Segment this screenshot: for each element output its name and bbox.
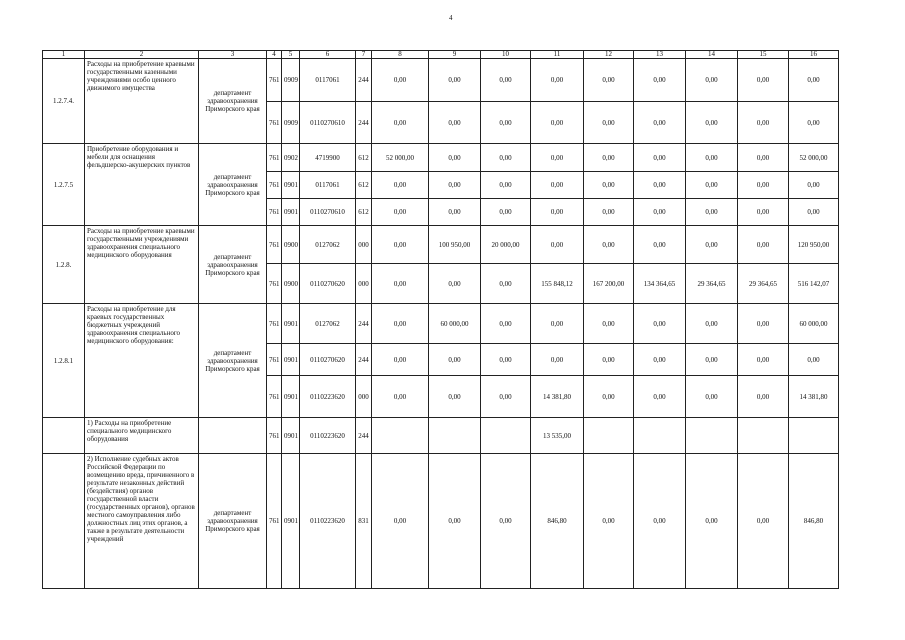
item-code: 1.2.8.1 [43,304,85,418]
amount-cell: 0,00 [738,454,789,589]
amount-cell: 0,00 [531,59,584,102]
column-number: 10 [481,51,531,59]
amount-cell: 0,00 [584,144,634,172]
item-name: 1) Расходы на приобретение специального медицинского оборудования [85,418,199,454]
target-code: 0110270620 [300,344,356,376]
amount-cell: 0,00 [686,376,738,418]
amount-cell: 0,00 [686,102,738,144]
amount-cell: 20 000,00 [481,226,531,264]
amount-cell: 0,00 [634,172,686,199]
amount-cell: 134 364,65 [634,264,686,304]
amount-cell: 14 381,80 [789,376,839,418]
amount-cell: 0,00 [634,344,686,376]
item-code [43,454,85,589]
ministry-code: 761 [267,304,282,344]
expense-type-code: 831 [356,454,372,589]
section-code: 0909 [282,59,300,102]
amount-cell: 0,00 [584,304,634,344]
amount-cell: 0,00 [634,304,686,344]
target-code: 0110223620 [300,376,356,418]
ministry-code: 761 [267,172,282,199]
amount-cell: 0,00 [429,172,481,199]
amount-cell: 60 000,00 [789,304,839,344]
department-name: департамент здравоохранения Приморского края [199,59,267,144]
amount-cell: 0,00 [738,144,789,172]
amount-cell: 0,00 [481,454,531,589]
item-name: Расходы на приобретение для краевых государственных бюджетных учреждений здравоохранения специального медицинского оборудования: [85,304,199,418]
ministry-code: 761 [267,376,282,418]
amount-cell: 0,00 [372,264,429,304]
amount-cell: 0,00 [686,172,738,199]
amount-cell: 0,00 [686,454,738,589]
amount-cell: 0,00 [789,172,839,199]
amount-cell: 0,00 [429,59,481,102]
item-name: Приобретение оборудования и мебели для оснащения фельдшерско-акушерских пунктов [85,144,199,226]
column-number: 14 [686,51,738,59]
expense-type-code: 244 [356,102,372,144]
expense-type-code: 244 [356,59,372,102]
section-code: 0901 [282,199,300,226]
amount-cell: 0,00 [429,264,481,304]
column-number: 5 [282,51,300,59]
amount-cell: 0,00 [584,59,634,102]
amount-cell: 0,00 [429,454,481,589]
amount-cell: 0,00 [738,376,789,418]
section-code: 0902 [282,144,300,172]
target-code: 0110223620 [300,454,356,589]
amount-cell: 14 381,80 [531,376,584,418]
amount-cell: 0,00 [372,344,429,376]
expense-type-code: 612 [356,144,372,172]
section-code: 0901 [282,418,300,454]
amount-cell: 0,00 [481,304,531,344]
department-name: департамент здравоохранения Приморского края [199,304,267,418]
table-row [43,144,839,172]
column-number: 16 [789,51,839,59]
ministry-code: 761 [267,59,282,102]
table-row [43,226,839,264]
target-code: 0117061 [300,172,356,199]
section-code: 0901 [282,376,300,418]
amount-cell: 0,00 [531,304,584,344]
column-number: 8 [372,51,429,59]
amount-cell: 0,00 [686,304,738,344]
department-name: департамент здравоохранения Приморского края [199,454,267,589]
amount-cell: 0,00 [686,144,738,172]
amount-cell: 0,00 [738,199,789,226]
target-code: 0110270620 [300,264,356,304]
amount-cell: 52 000,00 [789,144,839,172]
amount-cell: 0,00 [738,59,789,102]
expense-type-code: 000 [356,264,372,304]
amount-cell: 0,00 [481,344,531,376]
amount-cell: 0,00 [634,199,686,226]
amount-cell: 0,00 [481,376,531,418]
amount-cell: 0,00 [481,59,531,102]
column-number: 3 [199,51,267,59]
column-number: 1 [43,51,85,59]
amount-cell: 0,00 [481,144,531,172]
column-number: 11 [531,51,584,59]
target-code: 0110270610 [300,199,356,226]
section-code: 0901 [282,454,300,589]
column-number: 9 [429,51,481,59]
amount-cell: 0,00 [429,199,481,226]
amount-cell: 0,00 [372,59,429,102]
ministry-code: 761 [267,102,282,144]
item-name: Расходы на приобретение краевыми государственными учреждениями здравоохранения специального медицинского оборудования [85,226,199,304]
amount-cell: 0,00 [531,172,584,199]
amount-cell: 0,00 [429,102,481,144]
amount-cell: 0,00 [372,226,429,264]
amount-cell: 0,00 [634,144,686,172]
amount-cell [686,418,738,454]
ministry-code: 761 [267,226,282,264]
expense-type-code: 000 [356,226,372,264]
amount-cell: 0,00 [531,344,584,376]
amount-cell: 0,00 [584,172,634,199]
target-code: 4719900 [300,144,356,172]
amount-cell: 0,00 [429,344,481,376]
column-number: 4 [267,51,282,59]
amount-cell: 52 000,00 [372,144,429,172]
amount-cell: 0,00 [429,144,481,172]
amount-cell: 0,00 [634,59,686,102]
amount-cell: 0,00 [372,172,429,199]
expense-type-code: 244 [356,418,372,454]
amount-cell: 0,00 [789,102,839,144]
amount-cell: 0,00 [429,376,481,418]
department-name: департамент здравоохранения Приморского края [199,226,267,304]
item-code [43,418,85,454]
amount-cell: 0,00 [738,344,789,376]
amount-cell: 0,00 [738,226,789,264]
column-number: 13 [634,51,686,59]
section-code: 0900 [282,226,300,264]
amount-cell: 846,80 [531,454,584,589]
amount-cell: 0,00 [738,102,789,144]
item-code: 1.2.7.4. [43,59,85,144]
item-name: 2) Исполнение судебных актов Российской Федерации по возмещению вреда, причиненного в результате незаконных действий (бездействия) органов государственной власти (государственных органов), органов местного самоуправления либо должностных лиц этих органов, а также в результате деятельности учреждений [85,454,199,589]
department-name [199,418,267,454]
item-code: 1.2.7.5 [43,144,85,226]
expense-type-code: 612 [356,172,372,199]
amount-cell: 120 950,00 [789,226,839,264]
amount-cell: 0,00 [372,376,429,418]
section-code: 0909 [282,102,300,144]
expense-type-code: 612 [356,199,372,226]
amount-cell: 0,00 [584,199,634,226]
amount-cell: 846,80 [789,454,839,589]
page-number: 4 [449,14,453,22]
amount-cell: 0,00 [372,304,429,344]
section-code: 0901 [282,172,300,199]
amount-cell: 0,00 [531,144,584,172]
table-row [43,418,839,454]
amount-cell: 0,00 [686,59,738,102]
amount-cell: 0,00 [481,172,531,199]
amount-cell: 0,00 [686,199,738,226]
section-code: 0901 [282,304,300,344]
amount-cell: 0,00 [372,454,429,589]
column-number: 12 [584,51,634,59]
amount-cell: 0,00 [789,199,839,226]
amount-cell: 0,00 [789,344,839,376]
amount-cell: 0,00 [584,226,634,264]
amount-cell: 516 142,07 [789,264,839,304]
item-code: 1.2.8. [43,226,85,304]
table-row [43,304,839,344]
amount-cell: 0,00 [531,199,584,226]
amount-cell: 0,00 [481,102,531,144]
ministry-code: 761 [267,418,282,454]
amount-cell: 0,00 [634,226,686,264]
target-code: 0110223620 [300,418,356,454]
amount-cell [789,418,839,454]
amount-cell: 0,00 [634,376,686,418]
amount-cell: 0,00 [584,344,634,376]
amount-cell: 13 535,00 [531,418,584,454]
amount-cell: 167 200,00 [584,264,634,304]
amount-cell [738,418,789,454]
ministry-code: 761 [267,199,282,226]
ministry-code: 761 [267,344,282,376]
target-code: 0127062 [300,304,356,344]
amount-cell: 0,00 [481,264,531,304]
expense-type-code: 000 [356,376,372,418]
department-name: департамент здравоохранения Приморского края [199,144,267,226]
target-code: 0110270610 [300,102,356,144]
amount-cell: 0,00 [789,59,839,102]
column-number: 6 [300,51,356,59]
amount-cell [481,418,531,454]
amount-cell: 155 848,12 [531,264,584,304]
expense-type-code: 244 [356,344,372,376]
ministry-code: 761 [267,144,282,172]
amount-cell [372,418,429,454]
amount-cell: 0,00 [634,454,686,589]
header-row [43,51,839,59]
amount-cell: 0,00 [372,102,429,144]
column-number: 15 [738,51,789,59]
ministry-code: 761 [267,454,282,589]
amount-cell [634,418,686,454]
table-row [43,454,839,589]
amount-cell: 60 000,00 [429,304,481,344]
column-number: 2 [85,51,199,59]
amount-cell: 0,00 [738,304,789,344]
ministry-code: 761 [267,264,282,304]
column-number: 7 [356,51,372,59]
expense-type-code: 244 [356,304,372,344]
amount-cell: 0,00 [686,226,738,264]
amount-cell: 0,00 [372,199,429,226]
amount-cell: 0,00 [584,376,634,418]
amount-cell: 100 950,00 [429,226,481,264]
target-code: 0127062 [300,226,356,264]
amount-cell [584,418,634,454]
amount-cell: 0,00 [738,172,789,199]
amount-cell: 0,00 [686,344,738,376]
section-code: 0901 [282,344,300,376]
table-row [43,59,839,102]
amount-cell: 0,00 [531,226,584,264]
amount-cell [429,418,481,454]
amount-cell: 0,00 [584,102,634,144]
target-code: 0117061 [300,59,356,102]
amount-cell: 0,00 [634,102,686,144]
amount-cell: 0,00 [531,102,584,144]
amount-cell: 29 364,65 [686,264,738,304]
amount-cell: 0,00 [584,454,634,589]
item-name: Расходы на приобретение краевыми государственными казенными учреждениями особо ценного движимого имущества [85,59,199,144]
budget-table [42,50,839,589]
amount-cell: 0,00 [481,199,531,226]
section-code: 0900 [282,264,300,304]
amount-cell: 29 364,65 [738,264,789,304]
